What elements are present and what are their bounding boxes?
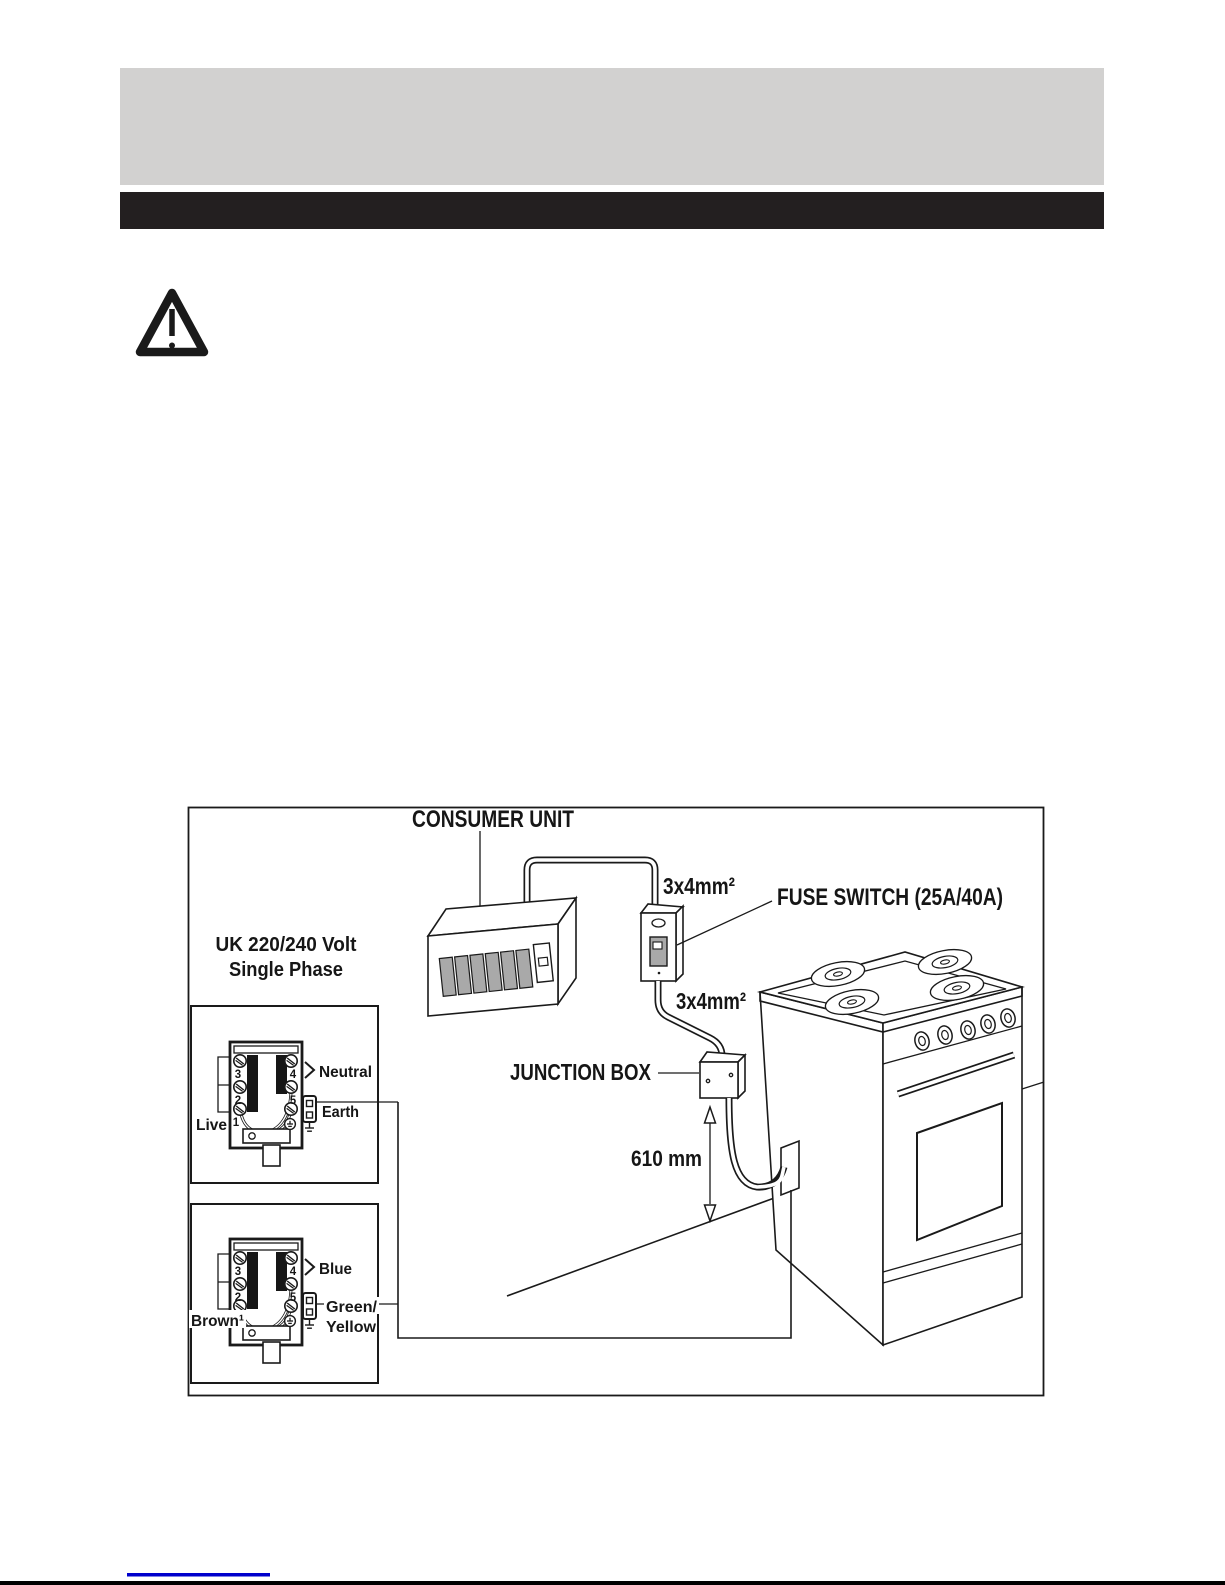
earth-screw-symbol bbox=[285, 1119, 296, 1130]
terminal-number: 3 bbox=[234, 1069, 242, 1081]
terminal-number: 4 bbox=[289, 1069, 297, 1081]
cable-clamp bbox=[243, 1129, 290, 1143]
fuse-switch-label: FUSE SWITCH (25A/40A) bbox=[777, 884, 1003, 911]
cable-stub bbox=[263, 1145, 280, 1166]
footer-rule bbox=[0, 1581, 1225, 1585]
cable-spec-top-label: 3x4mm² bbox=[663, 873, 736, 899]
dimension-label: 610 mm bbox=[631, 1146, 702, 1171]
terminal-number: 1 bbox=[232, 1117, 240, 1129]
earth-label: Earth bbox=[322, 1104, 359, 1121]
terminal-number: 2 bbox=[234, 1292, 242, 1304]
yellow-label: Yellow bbox=[326, 1319, 377, 1336]
supply-spec-line2: Single Phase bbox=[229, 959, 343, 981]
terminal-number: 5 bbox=[289, 1095, 297, 1107]
junction-box-label: JUNCTION BOX bbox=[510, 1059, 652, 1085]
neutral-label: Neutral bbox=[319, 1064, 372, 1081]
cable-clamp bbox=[243, 1326, 290, 1340]
green-label: Green/ bbox=[326, 1299, 378, 1316]
link-bar bbox=[247, 1252, 258, 1309]
green-yellow-connector bbox=[303, 1293, 316, 1319]
blue-label: Blue bbox=[319, 1261, 353, 1278]
terminal-number: 5 bbox=[289, 1292, 297, 1304]
footer-link-underline[interactable] bbox=[127, 1573, 270, 1577]
warning-icon bbox=[140, 293, 204, 352]
black-bar bbox=[120, 192, 1104, 229]
supply-spec-line1: UK 220/240 Volt bbox=[215, 934, 357, 956]
brown-label: Brown¹ bbox=[191, 1313, 244, 1330]
exclamation-dot bbox=[169, 343, 175, 349]
switch-rocker bbox=[650, 937, 667, 966]
link-bar bbox=[247, 1055, 258, 1112]
cable-spec-bottom-label: 3x4mm² bbox=[676, 988, 747, 1014]
terminal-box-uk bbox=[191, 1006, 398, 1183]
cable-stub bbox=[263, 1342, 280, 1363]
terminal-number: 3 bbox=[234, 1266, 242, 1278]
consumer-unit-label: CONSUMER UNIT bbox=[412, 806, 575, 833]
terminal-number: 4 bbox=[289, 1266, 297, 1278]
earth-screw-symbol bbox=[285, 1316, 296, 1327]
live-label: Live bbox=[196, 1117, 228, 1134]
gray-banner bbox=[120, 68, 1104, 185]
earth-connector bbox=[303, 1096, 316, 1122]
terminal-box-colours bbox=[189, 1204, 398, 1383]
terminal-number: 2 bbox=[234, 1095, 242, 1107]
